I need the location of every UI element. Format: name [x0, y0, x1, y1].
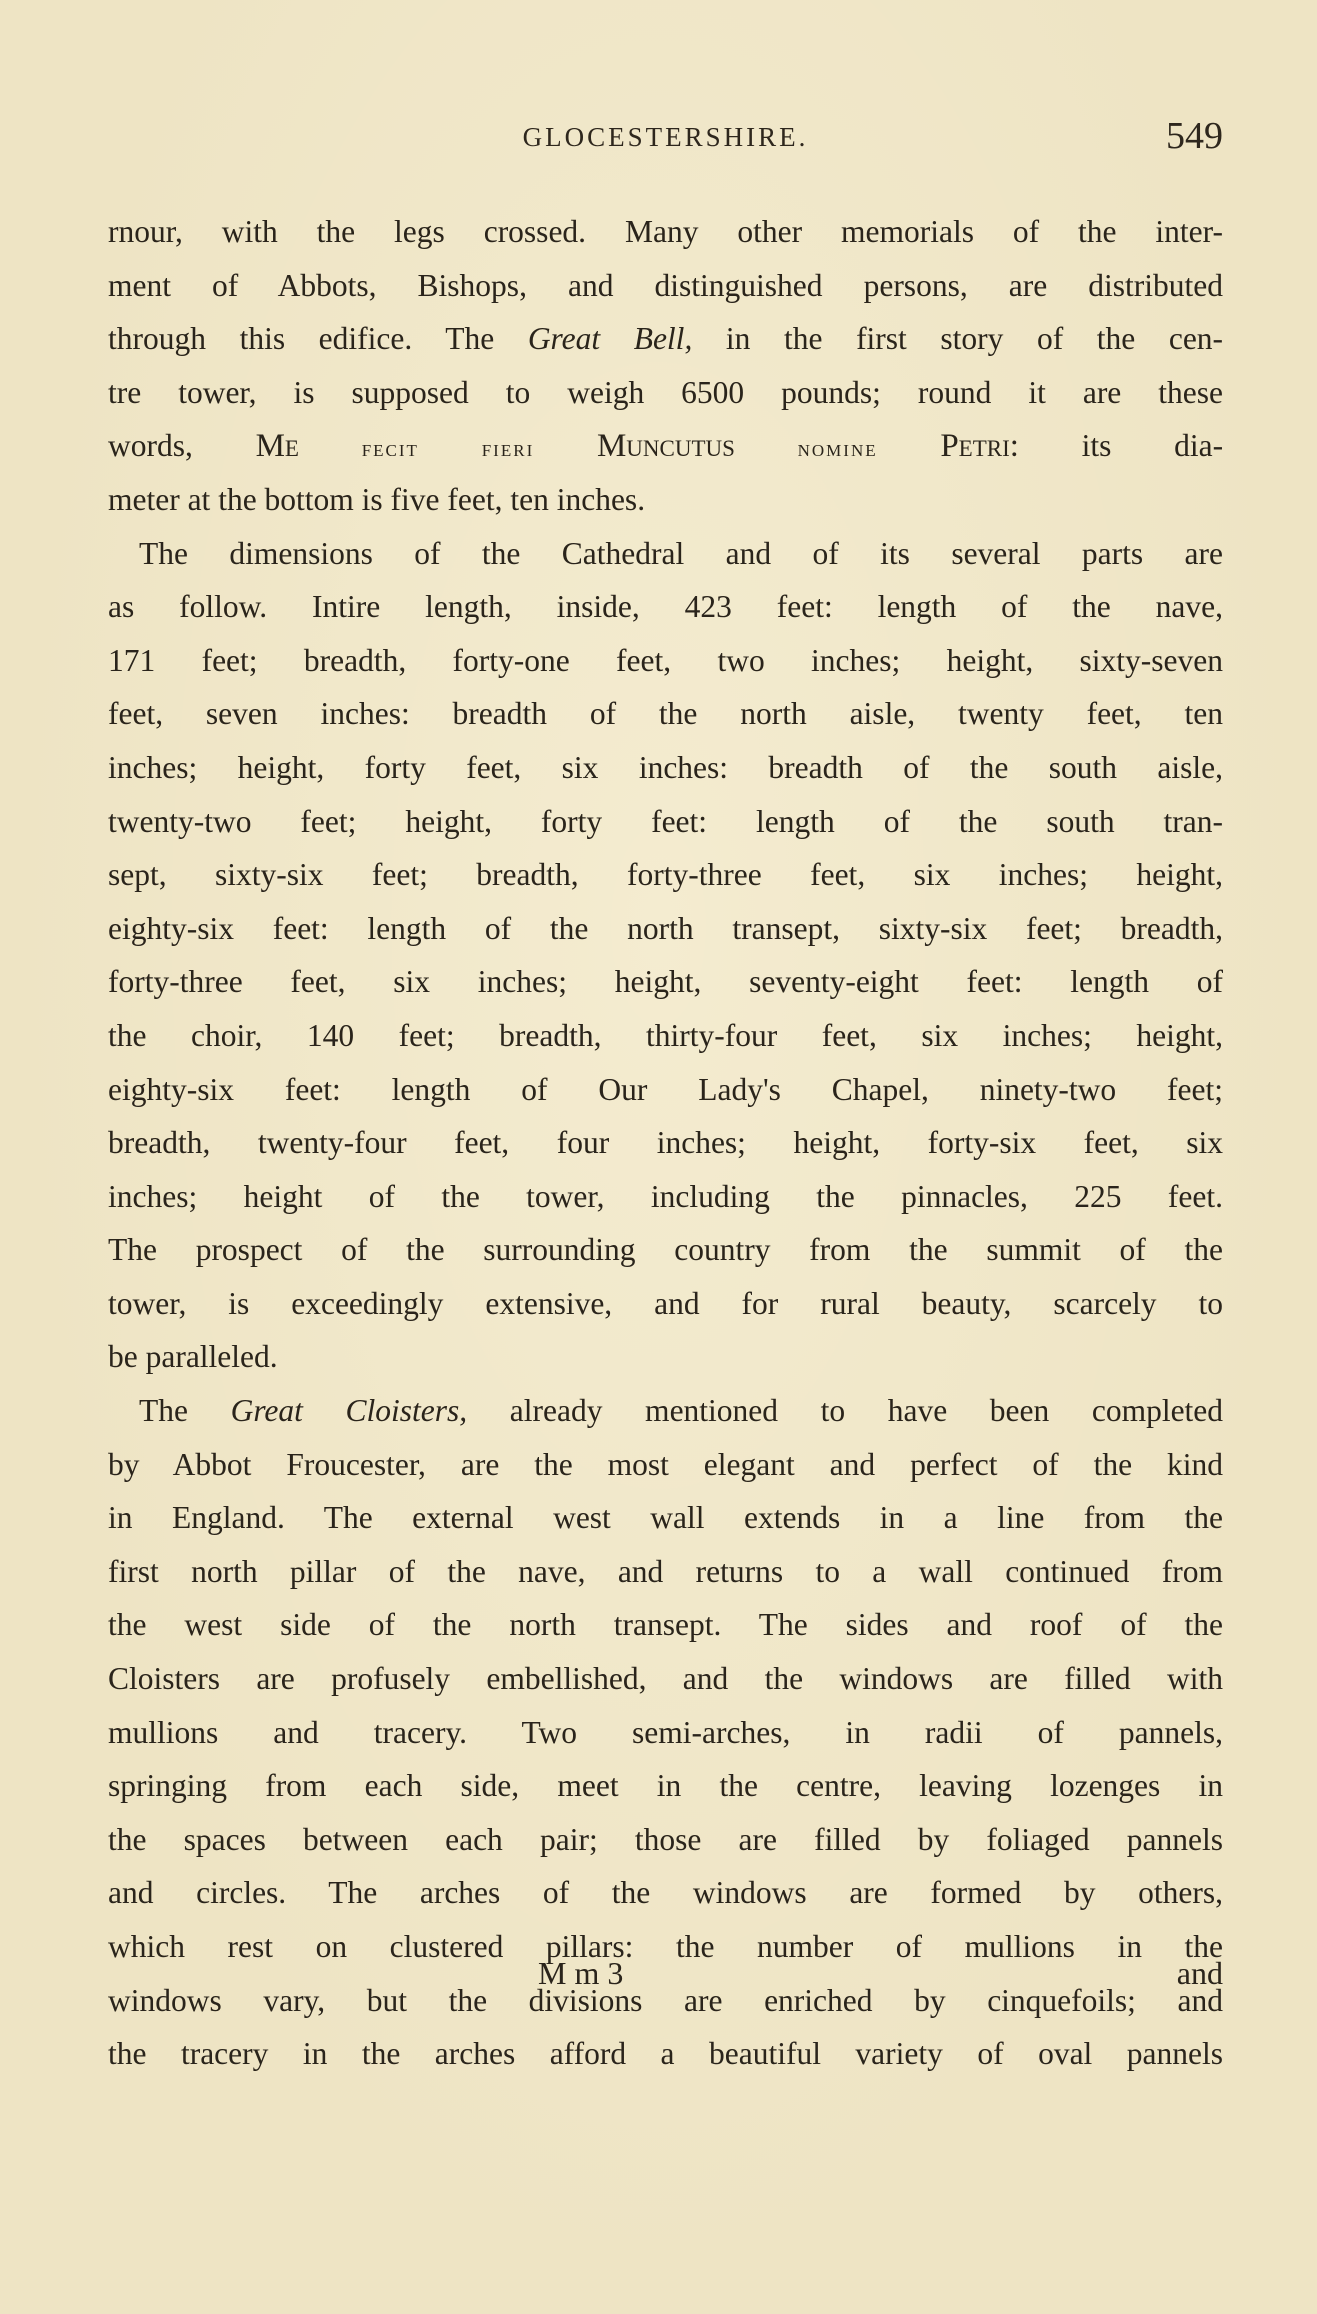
text-line: first north pillar of the nave, and returns to a wall continued from	[108, 1553, 1223, 1589]
inscription-word: Me	[255, 428, 299, 465]
running-title: GLOCESTERSHIRE.	[522, 122, 809, 152]
text-line: springing from each side, meet in the centre, leaving lozenges in	[108, 1768, 1223, 1804]
page-number: 549	[1166, 115, 1223, 157]
catchword: and	[1176, 1955, 1223, 1991]
text-line: mullions and tracery. Two semi-arches, in radii of pannels,	[108, 1714, 1223, 1750]
text-line: twenty-two feet; height, forty feet: length of the south tran-	[108, 803, 1223, 839]
text-line: which rest on clustered pillars: the number of mullions in the	[108, 1929, 1223, 1964]
running-head	[108, 115, 1223, 158]
page-footer	[108, 1955, 1223, 2005]
text-line: ment of Abbots, Bishops, and distinguished persons, are distributed	[108, 267, 1223, 303]
text-line: meter at the bottom is five feet, ten inches.	[108, 481, 646, 517]
text-line: forty-three feet, six inches; height, seventy-eight feet: length of	[108, 964, 1223, 1000]
inscription-word: fecit fieri	[361, 436, 535, 463]
text-line: tower, is exceedingly extensive, and for rural beauty, scarcely to	[108, 1285, 1223, 1321]
text-line: the west side of the north transept. The sides and roof of the	[108, 1607, 1223, 1643]
text-line: 171 feet; breadth, forty-one feet, two inches; height, sixty-seven	[108, 642, 1223, 678]
text-line: by Abbot Froucester, are the most elegant and perfect of the kind	[108, 1446, 1223, 1482]
text-line: the spaces between each pair; those are filled by foliaged pannels	[108, 1821, 1223, 1857]
text-line: tre tower, is supposed to weigh 6500 pounds; round it are these	[108, 374, 1223, 410]
inscription-word: Petri:	[940, 428, 1019, 465]
text-line: the tracery in the arches afford a beautiful variety of oval pannels	[108, 2036, 1223, 2072]
text-line: breadth, twenty-four feet, four inches; height, forty-six feet, six	[108, 1125, 1223, 1161]
italic-term: Great Bell,	[527, 321, 693, 357]
text-line: rnour, with the legs crossed. Many other memorials of the inter-	[108, 214, 1223, 249]
text-line: sept, sixty-six feet; breadth, forty-three feet, six inches; height,	[108, 857, 1223, 893]
text-line-paragraph-start: The Great Cloisters, already mentioned to have been completed	[139, 1393, 1224, 1429]
text-line: be paralleled.	[108, 1339, 278, 1375]
body-text	[108, 205, 1223, 2081]
text-line: in England. The external west wall extends in a line from the	[108, 1500, 1223, 1536]
text-line: as follow. Intire length, inside, 423 feet: length of the nave,	[108, 589, 1223, 625]
text-line: inches; height, forty feet, six inches: breadth of the south aisle,	[108, 749, 1223, 785]
text-line: through this edifice. The Great Bell, in the first story of the cen-	[108, 321, 1224, 357]
inscription-word: nomine	[797, 436, 878, 463]
text-line: words, Me fecit fieri Muncutus nomine Petri: its dia-	[108, 428, 1224, 465]
text-line-paragraph-start: The dimensions of the Cathedral and of its several parts are	[139, 535, 1223, 571]
text-line: the choir, 140 feet; breadth, thirty-four feet, six inches; height,	[108, 1017, 1223, 1053]
inscription-word: Muncutus	[596, 428, 735, 465]
text-line: eighty-six feet: length of Our Lady's Chapel, ninety-two feet;	[108, 1071, 1223, 1107]
text-line: windows vary, but the divisions are enriched by cinquefoils; and	[108, 1982, 1223, 2018]
text-line: Cloisters are profusely embellished, and the windows are filled with	[108, 1661, 1223, 1697]
text-line: feet, seven inches: breadth of the north aisle, twenty feet, ten	[108, 696, 1223, 732]
text-line: eighty-six feet: length of the north transept, sixty-six feet; breadth,	[108, 910, 1223, 946]
text-line: and circles. The arches of the windows are formed by others,	[108, 1875, 1223, 1911]
signature-mark: M m 3	[538, 1955, 624, 1991]
italic-term: Great Cloisters,	[230, 1393, 468, 1429]
text-line: inches; height of the tower, including the pinnacles, 225 feet.	[108, 1178, 1223, 1214]
text-line: The prospect of the surrounding country from the summit of the	[108, 1232, 1223, 1268]
